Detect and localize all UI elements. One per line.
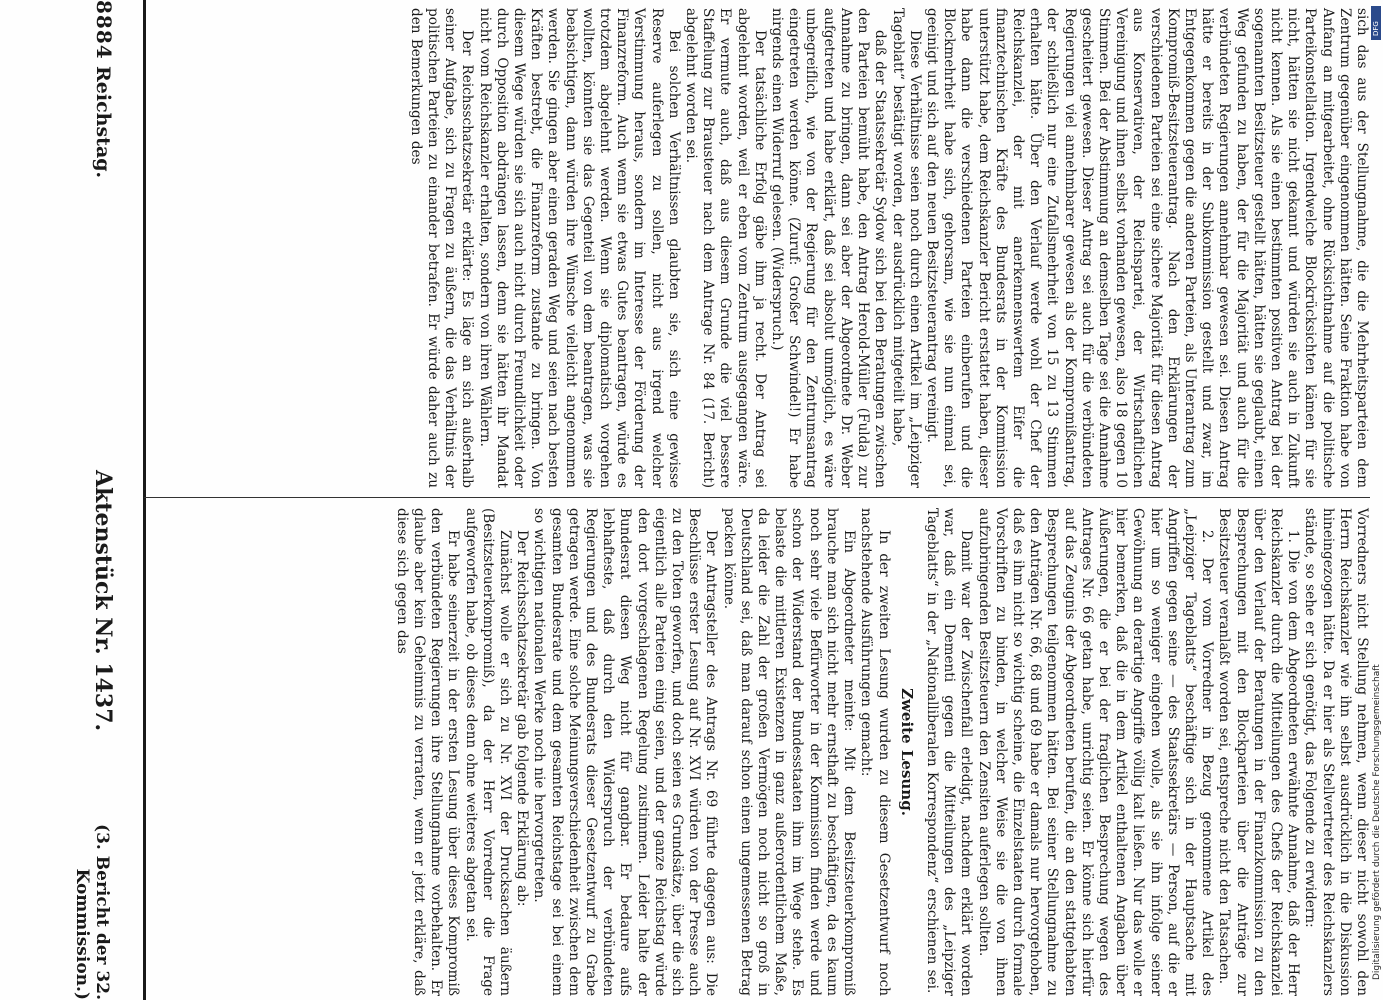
paragraph: Bei solchen Verhältnissen glaubten sie, sich eine gewisse Reserve auferlegen zu sollen, nicht aus irgend welcher Verstimmung heraus, sondern im Interesse der Förderung der Finanzreform. Auch wenn sie etwas Gutes beantragen, würde es trotzdem abgelehnt werden. Wenn sie diplomatisch vorgehen wollten, könnten sie das Gegenteil von dem beantragen, was sie beabsichtigen, dann würden ihre Wünsche vielleicht angenommen werden. Sie gingen aber einen geraden Weg und seien nach besten Kräften bestrebt, die Finanzreform zustande zu bringen. Von diesem Wege würden sie sich auch nicht durch Freundlichkeit oder durch Opposition abdrängen lassen, denn sie hätten ihr Mandat nicht vom Reichskanzler erhalten, sondern von ihren Wählern.	[476, 8, 682, 488]
header-left-title: Reichstag.	[92, 66, 114, 179]
paragraph: Der Reichsschatzsekretär gab folgende Erklärung ab:	[514, 530, 531, 907]
paragraph: Ein Abgeordneter meinte: Mit dem Besitzsteuerkompromiß brauche man sich nicht mehr ernsthaft zu beschäftigen, da es kaum noch sehr viele Befürworter in der Kommission finden werde und schon der Widerstand der Bundesstaaten ihm im Wege stehe. Es belaste die mittleren Existenzen in ganz außerordentlichem Maße, da leider die Zahl der großen Vermögen noch nicht so groß in Deutschland sei, daß man darauf schon einen ungemessenen Betrag packen könne.	[720, 508, 858, 996]
section-heading: Zweite Lesung.	[897, 688, 916, 816]
paragraph: Er habe seinerzeit in der ersten Lesung über dieses Kompromiß den verbündeten Regierungen ihre Stellungnahme vorbehalten. Er glaube aber kein Geheimnis zu verraten, wenn er jetzt erkläre, daß diese sich gegen das	[393, 508, 462, 996]
header-rule	[143, 0, 146, 1000]
paragraph: daß der Staatssekretär Sydow sich bei den Beratungen zwischen den Parteien bemüht habe, den Antrag Herold-Müller (Fulda) zur Annahme zu bringen, dann sei aber der Abgeordnete Dr. Weber aufgetreten und habe erklärt, daß sei absolut unmöglich, es wäre unbegreiflich, wie von der Regierung für den Zentrumsantrag eingetreten werden könne. (Zuruf: Großer Schwindel!) Er habe nirgends einen Widerruf gelesen. (Widerspruch.)	[769, 8, 889, 488]
digitization-note-text: Digitalisierung gefördert durch die Deutsche Forschungsgemeinschaft	[1372, 664, 1382, 980]
paragraph: sich das aus der Stellungnahme, die die Mehrheitsparteien dem Zentrum gegenüber eingenommen hätten. Seine Fraktion habe von Anfang an mitgearbeitet, ohne Rücksichtnahme auf die politische Parteikonstellation. Irgendwelche Blockrücksichten kämen für sie nicht, hätten sie nicht gekannt und würden sie auch in Zukunft nicht kennen. Als sie einen bestimmten positiven Antrag bei der sogenannten Besitzsteuer gestellt hätten, hätten sie geglaubt, einen Weg gefunden zu haben, der für die Majorität und auch für die verbündeten Regierungen annehmbar gewesen sei. Diesen Antrag hätte er bereits in der Subkommission gestellt und zwar, im Entgegenkommen gegen die anderen Parteien, als Unterantrag zum Kompromiß-Besitzsteuerantrag. Nach den Erklärungen der verschiedenen Parteien sei eine sichere Majorität für diesen Antrag aus Konservativen, der Reichspartei, der Wirtschaftlichen Vereinigung und ihnen selbst vorhanden gewesen, also 18 gegen 10 Stimmen. Bei der Abstimmung an demselben Tage sei die Annahme gescheitert gewesen. Dieser Antrag sei auch für die verbündeten Regierungen viel annehmbarer gewesen als der Kompromißantrag, der schließlich nur eine Zufallsmehrheit von 15 zu 13 Stimmen erhalten hätte. Über den Verlauf werde wohl der Chef der Reichskanzlei, der mit anerkennenswertem Eifer die finanztechnischen Kräfte des Bundesrats in der Kommission unterstützt habe, dem Reichskanzler Bericht erstattet haben, dieser habe dann die verschiedenen Parteien einberufen und die Blockmehrheit habe sich, gehorsam, wie sie nun einmal sei, geeinigt und sich auf den neuen Besitzsteuerantrag vereinigt.	[923, 8, 1370, 488]
paragraph: Der Reichsschatzsekretär erklärte: Es läge an sich außerhalb seiner Aufgabe, sich zu Fragen zu äußern, die das Verhältnis der politischen Parteien zu einander betrafen. Er würde daher auch zu den Bemerkungen des	[407, 8, 476, 488]
page-number: 8884	[92, 0, 116, 60]
paragraph: 1. Die von dem Abgeordneten erwähnte Annahme, daß der Herr Reichskanzler durch die Mitteilungen des Chefs der Reichskanzlei über den Verlauf der Beratungen in der Finanzkommission zu den Besprechungen mit den Blockparteien über die Anträge zur Besitzsteuer veranlaßt worden sei, entspreche nicht den Tatsachen.	[1216, 508, 1302, 996]
left-column	[154, 8, 1370, 488]
paragraph: Vorredners nicht Stellung nehmen, wenn dieser nicht sowohl den Herrn Reichskanzler wie ihn selbst ausdrücklich in die Diskussion hineingezogen hätte. Da er hier als Stellvertreter des Reichskanzlers stände, so sehe er sich genötigt, das Folgende zu erwidern:	[1302, 508, 1370, 996]
paragraph: Diese Verhältnisse seien noch durch einen Artikel im „Leipziger Tageblatt“ bestätigt worden, der ausdrücklich mitgeteilt habe,	[889, 8, 923, 488]
paragraph: In der zweiten Lesung wurden zu diesem Gesetzentwurf noch nachstehende Ausführungen gemacht:	[858, 508, 892, 996]
dfg-logo: DFG	[1371, 6, 1381, 40]
paragraph: Der tatsächliche Erfolg gäbe ihm ja recht. Der Antrag sei abgelehnt worden, weil er eben vom Zentrum ausgegangen wäre. Er vermute auch, daß aus diesem Grunde die viel bessere Staffelung zur Brausteuer nach dem Antrage Nr. 84 (17. Bericht) abgelehnt worden sei.	[683, 8, 768, 488]
right-column	[154, 508, 1370, 996]
report-title: (3. Bericht der 32. Kommission.)	[72, 824, 112, 1000]
paragraph: Damit war der Zwischenfall erledigt, nachdem erklärt worden war, daß ein Dementi gegen die Mitteilungen des „Leipziger Tageblatts“ in der „Nationalliberalen Korrespondenz“ erschienen sei.	[923, 508, 975, 996]
paragraph: Zunächst wolle er sich zu Nr. XVI der Drucksachen äußern (Besitzsteuerkompromiß), da der Herr Vorredner die Frage aufgeworfen habe, ob dieses denn ohne weiteres abgetan sei.	[462, 508, 514, 996]
paragraph: Der Antragsteller des Antrags Nr. 69 führte dagegen aus: Die Beschlüsse erster Lesung auf Nr. XVI würden von der Presse auch zu den Toten geworfen, und doch seien es Grundsätze, über die sich eigentlich alle Parteien einig seien, und der ganze Reichstag würde den dort vorgeschlagenen Regelung zustimmen. Leider halte der Bundesrat diesen Weg nicht für gangbar. Er bedaure aufs lebhafteste, daß durch den Widerspruch der verbündeten Regierungen und des Bundesrats dieser Gesetzentwurf zu Grabe getragen werde. Eine solche Meinungsverschiedenheit zwischen dem gesamten Bundesrate und dem gesamten Reichstage sei bei einem so wichtigen nationalen Werke noch nie hervorgetreten.	[531, 508, 720, 996]
page-header	[74, 0, 144, 1000]
document-title: Aktenstück Nr. 1437.	[90, 470, 116, 732]
digitization-note	[1372, 300, 1382, 980]
column-divider	[144, 497, 1370, 498]
paragraph: 2. Der vom Vorredner in Bezug genommene Artikel des „Leipziger Tageblatts“ beschäftige sich in der Hauptsache mit Angriffen gegen seine — des Staatssekretärs — Person, auf die er hier um so weniger eingehen wolle, als sie ihn infolge seiner Gewöhnung an derartige Angriffe völlig kalt ließen. Nur das wolle er hier bemerken, daß die in dem Artikel enthaltenen Angaben über Äußerungen, die er bei der fraglichen Besprechung wegen des Antrages Nr. 66 getan habe, unrichtig seien. Er könne sich hierfür auf das Zeugnis der Abgeordneten berufen, die an den stattgehabten Besprechungen teilgenommen hätten. Bei seiner Stellungnahme zu den Anträgen Nr. 66, 68 und 69 habe er damals nur hervorgehoben, daß es ihm nicht so wichtig scheine, die Einzelstaaten durch formale Vorschriften zu binden, in welcher Weise sie die von ihnen aufzubringenden Besitzsteuern den Zensiten auferlegen sollten.	[975, 508, 1216, 996]
